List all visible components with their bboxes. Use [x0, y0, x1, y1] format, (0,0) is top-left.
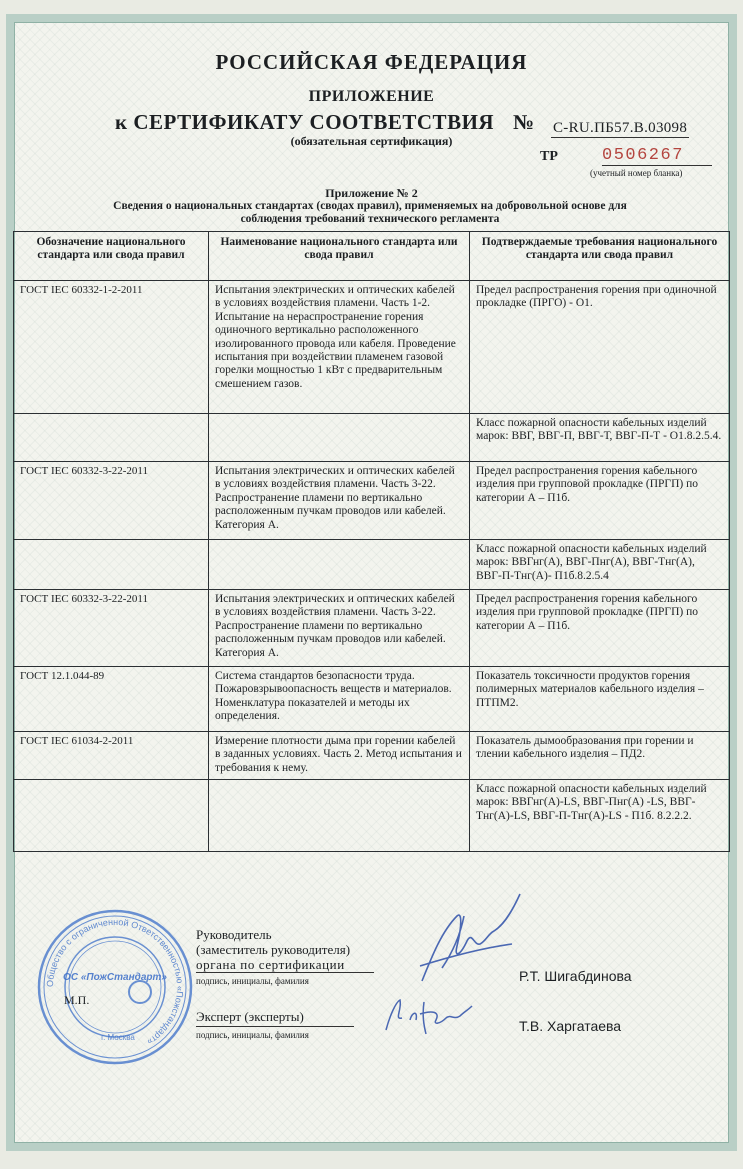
standard-name: Испытания электрических и оптических кабелей в условиях воздействия пламени. Часть 1-2. Испытание на нераспространение горения одиночного вертикально расположенного изолированного провода или кабеля. Проведение испытания при воздействии пламенем газовой горелки мощностью 1 кВт с предварительным смешением газов. [209, 281, 470, 414]
table-row [14, 780, 730, 852]
standard-requirement: Предел распространения горения кабельного изделия при групповой прокладке (ПРГП) по категории А – П1б. [470, 462, 730, 540]
standard-requirement: Класс пожарной опасности кабельных изделий марок: ВВГнг(А)-LS, ВВГ-Пнг(А) -LS, ВВГ-Тнг(А)-LS, ВВГ-П-Тнг(А)-LS - П1б. 8.2.2.2. [470, 780, 730, 852]
appendix-subtitle: Сведения о национальных стандартах (сводах правил), применяемых на добровольной основе для соблюдения требований технического регламента [113, 200, 627, 225]
expert-name: Т.В. Харгатаева [519, 1018, 622, 1034]
standard-requirement: Класс пожарной опасности кабельных изделий марок: ВВГ, ВВГ-П, ВВГ-Т, ВВГ-П-Т - О1.8.2.5.4. [470, 414, 730, 462]
standard-name [209, 540, 470, 590]
table-header-row [14, 232, 730, 281]
mandatory-note: (обязательная сертификация) [290, 134, 453, 148]
table-row [14, 462, 730, 540]
head-name: Р.Т. Шигабдинова [519, 968, 632, 984]
table-row [14, 281, 730, 414]
expert-caption: подпись, инициалы, фамилия [196, 1030, 309, 1040]
standard-name: Испытания электрических и оптических кабелей в условиях воздействия пламени. Часть 3-22. Распространение пламени по вертикально расположенным пучкам проводов или кабелей. Категория А. [209, 462, 470, 540]
blank-number: 0506267 [602, 146, 712, 166]
standard-code: ГОСТ 12.1.044-89 [14, 667, 209, 732]
standard-name: Испытания электрических и оптических кабелей в условиях воздействия пламени. Часть 3-22. Распространение пламени по вертикально расположенным пучкам проводов или кабелей. Категория А. [209, 590, 470, 667]
standard-requirement: Показатель токсичности продуктов горения полимерных материалов кабельного изделия – ПТПМ2. [470, 667, 730, 732]
standard-name [209, 414, 470, 462]
standard-name: Система стандартов безопасности труда. Пожаровзрывоопасность веществ и материалов. Номенклатура показателей и методы их определения. [209, 667, 470, 732]
table-row [14, 414, 730, 462]
standard-requirement: Класс пожарной опасности кабельных изделий марок: ВВГнг(А), ВВГ-Пнг(А), ВВГ-Тнг(А), ВВГ-П-Тнг(А)- П1б.8.2.5.4 [470, 540, 730, 590]
number-sign: № [513, 110, 535, 134]
standard-code: ГОСТ IEC 60332-1-2-2011 [14, 281, 209, 414]
standard-requirement: Предел распространения горения при одиночной прокладке (ПРГО) - О1. [470, 281, 730, 414]
stamp-ring-text: Общество с ограниченной Ответственностью «Пожстандарт» [44, 916, 186, 1048]
head-label-2: (заместитель руководителя) [196, 942, 351, 957]
mp-label: М.П. [64, 993, 90, 1007]
header-name: Наименование национального стандарта или свода правил [209, 232, 470, 281]
standards-table [13, 231, 730, 852]
head-caption: подпись, инициалы, фамилия [196, 976, 309, 986]
standard-code [14, 780, 209, 852]
standard-requirement: Предел распространения горения кабельного изделия при групповой прокладке (ПРГП) по категории А – П1б. [470, 590, 730, 667]
header-code: Обозначение национального стандарта или свода правил [14, 232, 209, 281]
stamp-center-text: ОС «ПожСтандарт» [63, 972, 167, 983]
header-requirement: Подтверждаемые требования национального стандарта или свода правил [470, 232, 730, 281]
certificate-title: к СЕРТИФИКАТУ СООТВЕТСТВИЯ [115, 110, 495, 134]
country-title: РОССИЙСКАЯ ФЕДЕРАЦИЯ [215, 50, 528, 74]
stamp-bottom-text: г. Москва [101, 1033, 135, 1042]
standard-code: ГОСТ IEC 60332-3-22-2011 [14, 462, 209, 540]
head-label-1: Руководитель [196, 927, 272, 942]
standard-code: ГОСТ IEC 61034-2-2011 [14, 732, 209, 780]
table-row [14, 590, 730, 667]
standard-code [14, 540, 209, 590]
expert-label: Эксперт (эксперты) [196, 1009, 304, 1024]
table-row [14, 667, 730, 732]
appendix-number: Приложение № 2 [325, 186, 418, 200]
round-stamp [36, 908, 194, 1066]
standard-code: ГОСТ IEC 60332-3-22-2011 [14, 590, 209, 667]
head-label-3: органа по сертификации [196, 957, 345, 972]
standard-code [14, 414, 209, 462]
head-signature [402, 886, 532, 996]
standard-name [209, 780, 470, 852]
standard-requirement: Показатель дымообразования при горении и тлении кабельного изделия – ПД2. [470, 732, 730, 780]
blank-number-caption: (учетный номер бланка) [590, 168, 683, 178]
expert-signature [378, 990, 478, 1040]
table-row [14, 732, 730, 780]
table-row [14, 540, 730, 590]
certificate-number: C-RU.ПБ57.В.03098 [553, 120, 688, 136]
tr-label: ТР [540, 149, 558, 164]
standard-name: Измерение плотности дыма при горении кабелей в заданных условиях. Часть 2. Метод испытания и требования к нему. [209, 732, 470, 780]
appendix-title: ПРИЛОЖЕНИЕ [308, 88, 435, 105]
